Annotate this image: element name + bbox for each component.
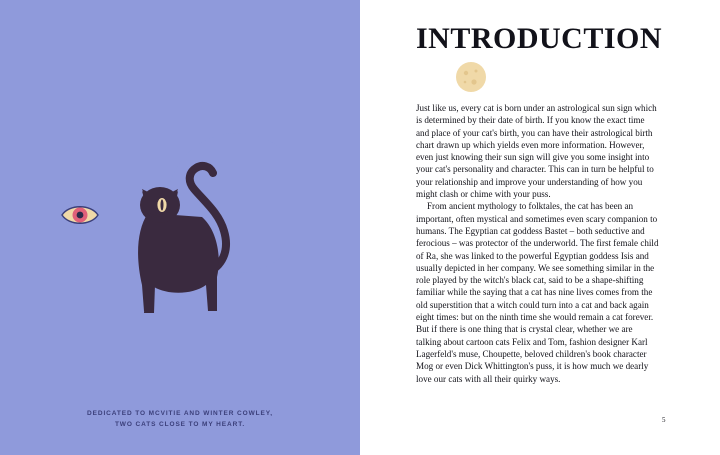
paragraph-1: Just like us, every cat is born under an astrological sun sign which is determined by their date of birth. If you know the exact time and place of your cat's birth, you can have their astrological birth chart drawn up which yields even more information. However, even just knowing their sun sign will give you some insight into your cat's personality and character. This can in turn be helpful to your relationship and improve your understanding of how you might clash or chime with your puss. bbox=[416, 103, 657, 200]
introduction-body bbox=[416, 102, 659, 385]
page-title: INTRODUCTION bbox=[416, 22, 663, 55]
dedication-line-2: TWO CATS CLOSE TO MY HEART. bbox=[114, 421, 246, 429]
dedication-text bbox=[0, 408, 360, 430]
moon-ornament-icon bbox=[454, 60, 488, 94]
third-eye-icon bbox=[60, 202, 100, 228]
black-cat-illustration bbox=[118, 155, 248, 335]
paragraph-2: From ancient mythology to folktales, the cat has been an important, often mystical and sometimes even scary companion to humans. The Egyptian cat goddess Bastet – both seductive and ferocious – was protector of the underworld. The first female child of Ra, she was linked to the powerful Egyptian goddess Isis and usually depicted in her company. We see something similar in the role played by the witch's black cat, said to be a shape-shifting familiar while the saying that a cat has nine lives comes from the old superstition that a witch could turn into a cat and back again eight times: but on the ninth time she would remain a cat forever. But if there is one thing that is crystal clear, whether we are talking about cartoon cats Felix and Tom, fashion designer Karl Lagerfeld's muse, Choupette, beloved children's book character Mog or even Dick Whittington's puss, it is how much we dearly love our cats with all their quirky ways. bbox=[416, 201, 659, 384]
page-number: 5 bbox=[662, 416, 666, 424]
right-page bbox=[360, 0, 720, 455]
dedication-line-1: DEDICATED TO MCVITIE AND WINTER COWLEY, bbox=[87, 410, 273, 417]
